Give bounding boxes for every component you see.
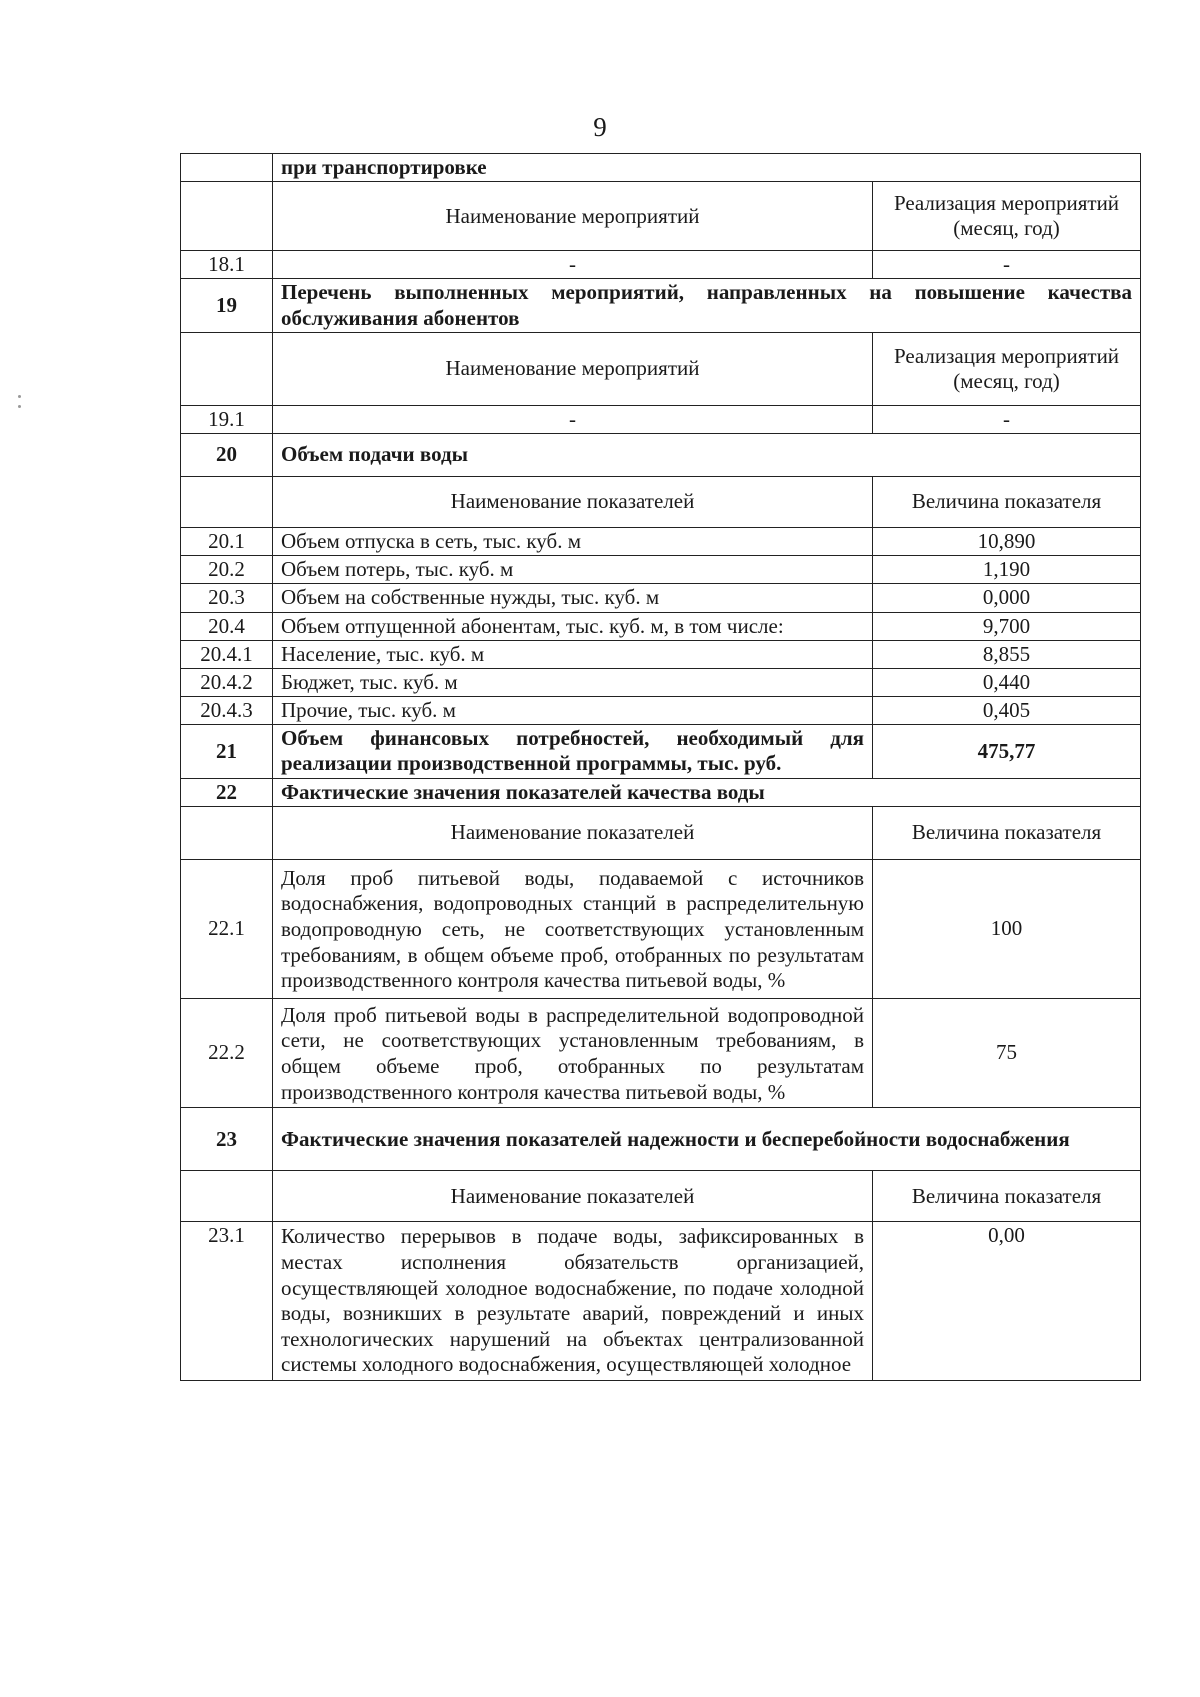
row-value: 0,000 [873,584,1141,612]
table-row [181,806,1141,859]
row-name: Объем отпущенной абонентам, тыс. куб. м, в том числе: [273,612,873,640]
table-row [181,182,1141,251]
row-value: 100 [873,859,1141,998]
table-row [181,998,1141,1107]
column-header-name: Наименование мероприятий [273,182,873,251]
table-row [181,612,1141,640]
section-number: 23 [181,1108,273,1171]
row-name: - [273,405,873,433]
column-header-name: Наименование показателей [273,1171,873,1222]
num-cell [181,332,273,405]
section-number: 21 [181,725,273,778]
row-number: 20.4 [181,612,273,640]
row-name: - [273,251,873,279]
row-number: 22.2 [181,998,273,1107]
table-row [181,668,1141,696]
row-value: 75 [873,998,1141,1107]
table-row [181,584,1141,612]
num-cell [181,182,273,251]
row-value: 0,405 [873,697,1141,725]
page-number: 9 [593,112,607,142]
section-title: Фактические значения показателей надежности и бесперебойности водоснабжения [273,1108,1141,1171]
row-number: 20.4.1 [181,640,273,668]
section-title: Перечень выполненных мероприятий, направленных на повышение качества обслуживания абонентов [273,279,1141,332]
row-value: 8,855 [873,640,1141,668]
section-title: Объем финансовых потребностей, необходимый для реализации производственной программы, тыс. руб. [273,725,873,778]
column-header-value: Величина показателя [873,476,1141,527]
table-row [181,640,1141,668]
row-name: Количество перерывов в подаче воды, зафиксированных в местах исполнения обязательств организацией, осуществляющей холодное водоснабжение, по подаче холодной воды, возникших в результате аварий, повреждений и иных технологических нарушений на объектах централизованной системы холодного водоснабжения, осуществляющей холодное [273,1222,873,1381]
row-name: Объем на собственные нужды, тыс. куб. м [273,584,873,612]
num-cell [181,476,273,527]
row-number: 22.1 [181,859,273,998]
column-header-value: Величина показателя [873,1171,1141,1222]
row-number: 20.4.3 [181,697,273,725]
table-row [181,527,1141,555]
table-row [181,251,1141,279]
table-row [181,1108,1141,1171]
num-cell [181,154,273,182]
row-number: 23.1 [181,1222,273,1381]
num-cell [181,1171,273,1222]
row-name: Объем потерь, тыс. куб. м [273,556,873,584]
column-header-value: Реализация мероприятий (месяц, год) [873,182,1141,251]
row-name: Объем отпуска в сеть, тыс. куб. м [273,527,873,555]
table-row [181,405,1141,433]
table-row [181,1222,1141,1381]
table-row [181,279,1141,332]
column-header-value: Величина показателя [873,806,1141,859]
row-number: 18.1 [181,251,273,279]
table-row [181,697,1141,725]
table-row [181,476,1141,527]
row-value: 475,77 [873,725,1141,778]
column-header-name: Наименование показателей [273,476,873,527]
table-row [181,433,1141,476]
row-value: - [873,405,1141,433]
row-value: 10,890 [873,527,1141,555]
section-title: Фактические значения показателей качества воды [273,778,1141,806]
num-cell [181,806,273,859]
row-value: 0,440 [873,668,1141,696]
row-name: Население, тыс. куб. м [273,640,873,668]
row-number: 20.2 [181,556,273,584]
section-title: при транспортировке [273,154,1141,182]
section-number: 19 [181,279,273,332]
table-row [181,154,1141,182]
row-value: 0,00 [873,1222,1141,1381]
scan-speck [18,395,21,398]
scan-speck [18,405,21,408]
row-number: 20.4.2 [181,668,273,696]
row-value: - [873,251,1141,279]
column-header-name: Наименование мероприятий [273,332,873,405]
section-title: Объем подачи воды [273,433,1141,476]
table-row [181,332,1141,405]
table-row [181,859,1141,998]
table-row [181,778,1141,806]
row-name: Доля проб питьевой воды, подаваемой с источников водоснабжения, водопроводных станций в распределительную водопроводную сеть, не соответствующих установленным требованиям, в общем объеме проб, отобранных по результатам производственного контроля качества питьевой воды, % [273,859,873,998]
row-name: Прочие, тыс. куб. м [273,697,873,725]
table-row [181,725,1141,778]
row-value: 1,190 [873,556,1141,584]
column-header-value: Реализация мероприятий (месяц, год) [873,332,1141,405]
row-name: Бюджет, тыс. куб. м [273,668,873,696]
row-number: 20.1 [181,527,273,555]
row-value: 9,700 [873,612,1141,640]
row-number: 19.1 [181,405,273,433]
table-row [181,1171,1141,1222]
table-row [181,556,1141,584]
column-header-name: Наименование показателей [273,806,873,859]
row-name: Доля проб питьевой воды в распределительной водопроводной сети, не соответствующих установленным требованиям, в общем объеме проб, отобранных по результатам производственного контроля качества питьевой воды, % [273,998,873,1107]
row-number: 20.3 [181,584,273,612]
section-number: 20 [181,433,273,476]
indicators-table [180,153,1141,1381]
section-number: 22 [181,778,273,806]
